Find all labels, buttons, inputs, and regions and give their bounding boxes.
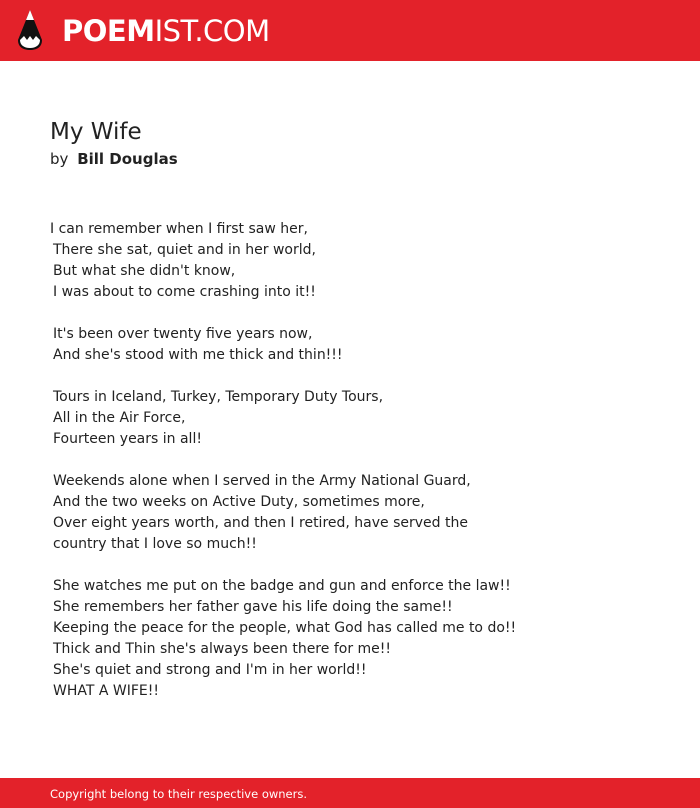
poem-line: Over eight years worth, and then I retired, have served the — [53, 515, 468, 531]
poem-title: My Wife — [50, 119, 142, 145]
poem-line: It's been over twenty five years now, — [53, 326, 313, 342]
poem-line: I was about to come crashing into it!! — [53, 284, 316, 300]
stanza — [50, 576, 670, 702]
poem-line: There she sat, quiet and in her world, — [53, 242, 316, 258]
poem-line: All in the Air Force, — [53, 410, 186, 426]
poem-line: Thick and Thin she's always been there for me!! — [53, 641, 391, 657]
author-name: Bill Douglas — [77, 150, 178, 168]
logo-text-light: IST.COM — [154, 14, 270, 48]
stanza — [50, 219, 670, 303]
site-header — [0, 0, 700, 61]
poem-line: She's quiet and strong and I'm in her world!! — [53, 662, 367, 678]
logo-text-bold: POEM — [62, 14, 155, 48]
poem-line: And the two weeks on Active Duty, sometimes more, — [53, 494, 425, 510]
poem-line: country that I love so much!! — [53, 536, 257, 552]
stanza — [50, 324, 670, 366]
poem-line: Keeping the peace for the people, what God has called me to do!! — [53, 620, 517, 636]
poem-line: I can remember when I first saw her, — [50, 221, 308, 237]
poem-line: WHAT A WIFE!! — [53, 683, 159, 699]
poem-byline — [50, 148, 178, 170]
site-footer — [0, 778, 700, 808]
site-logo-link[interactable] — [62, 11, 270, 51]
poem-line: And she's stood with me thick and thin!!! — [53, 347, 343, 363]
copyright-text: Copyright belong to their respective owners. — [50, 787, 308, 801]
stanza — [50, 387, 670, 450]
poem-line: But what she didn't know, — [53, 263, 236, 279]
poem-line: She remembers her father gave his life doing the same!! — [53, 599, 453, 615]
poem-body — [50, 219, 670, 723]
by-label: by — [50, 150, 69, 168]
poem-line: Fourteen years in all! — [53, 431, 202, 447]
poem-line: She watches me put on the badge and gun and enforce the law!! — [53, 578, 511, 594]
poem-line: Weekends alone when I served in the Army National Guard, — [53, 473, 471, 489]
poem-line: Tours in Iceland, Turkey, Temporary Duty Tours, — [53, 389, 384, 405]
pencil-tip-icon — [17, 9, 43, 51]
stanza — [50, 471, 670, 555]
